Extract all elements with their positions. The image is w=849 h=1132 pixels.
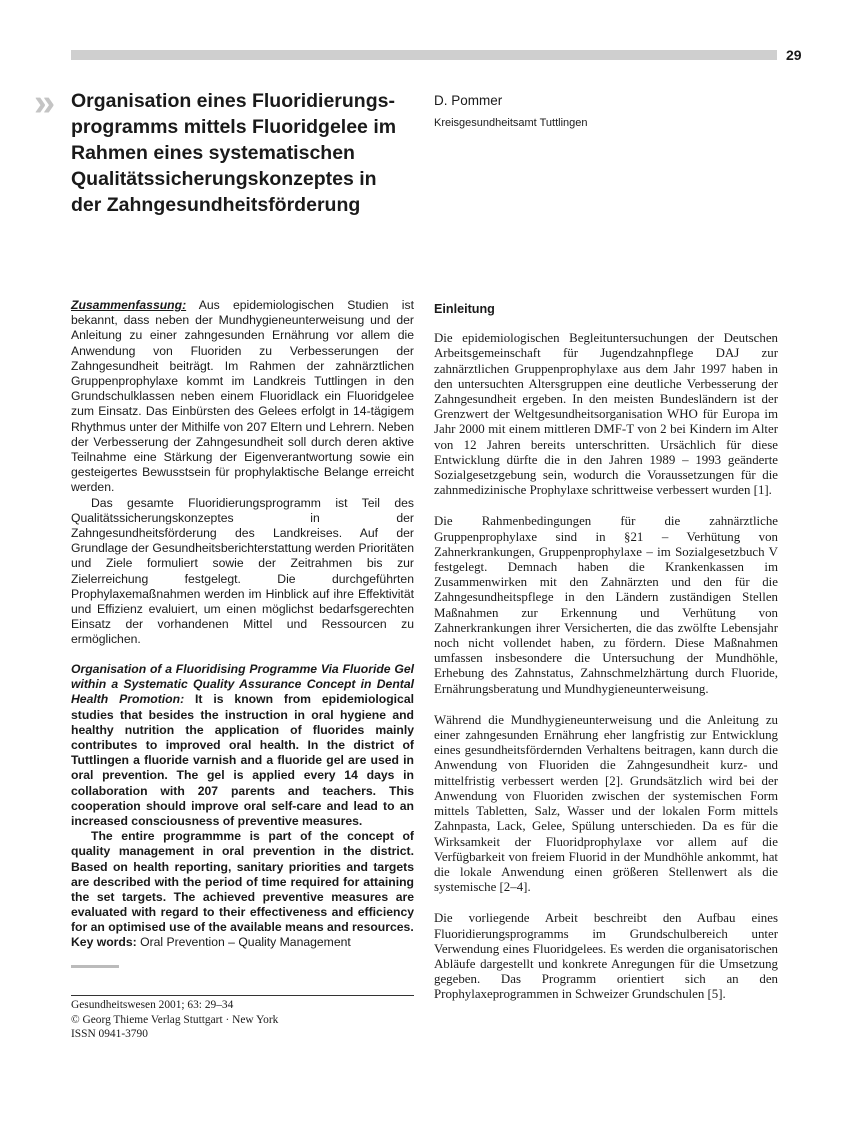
title-line: der Zahngesundheitsförderung (71, 194, 361, 216)
abstract-en-paragraph-2: The entire programmme is part of the concept of quality management in oral prevention in the district. Based on health reporting, sanitary priorities and targets are described with the period of time required for attaining the set targets. The achieved preventive measures are evaluated with regard to their effectiveness and efficiency for an optimised use of the available means and resources. (71, 829, 414, 935)
title-line: Rahmen eines systematischen (71, 142, 355, 164)
title-line: Organisation eines Fluoridierungs- (71, 90, 395, 112)
body-paragraph-1: Die epidemiologischen Begleituntersuchungen der Deutschen Arbeitsgemeinschaft für Jugendzahnpflege DAJ zur zahnärztlichen Gruppenprophylaxe aus dem Jahr 1997 haben in den untersuchten Altersgruppen eine deutliche Verbesserung der Zahngesundheit ergeben. In den meisten Bundesländern ist der Grenzwert der Weltgesundheitsorganisation WHO für Europa im Jahr 2000 mit einem mittleren DMF-T von 2 bei Kindern im Alter von 12 Jahren bereits unterschritten. Ursächlich für diese Entwicklung dürfte die in den Jahren 1989 – 1993 geänderte Sozialgesetzgebung sein, wodurch die Voraussetzungen für die zahnmedizinische Prophylaxe schrittweise verbessert wurden [1]. (434, 331, 778, 498)
keywords-line (71, 935, 414, 950)
author-affiliation: Kreisgesundheitsamt Tuttlingen (434, 117, 588, 129)
footer-issn: ISSN 0941-3790 (71, 1028, 148, 1041)
quote-mark-icon: » (34, 82, 53, 124)
abstract-de-paragraph-2: Das gesamte Fluoridierungsprogramm ist Teil des Qualitätssicherungskonzeptes in der Zahngesundheitsförderung des Landkreises. Auf der Grundlage der Gesundheitsberichterstattung werden Prioritäten und Ziele formuliert sowie der Zeitrahmen bis zur Zielerreichung festgelegt. Die durchgeführten Prophylaxemaßnahmen werden im Hinblick auf ihre Effektivität und Effizienz evaluiert, um einen möglichst bedarfsgerechten Einsatz der vorhandenen Mittel und Ressourcen zu ermöglichen. (71, 495, 414, 647)
keywords (71, 935, 414, 950)
section-divider (71, 965, 119, 968)
body-column (434, 302, 778, 1003)
article-title (71, 88, 431, 218)
page-number: 29 (786, 47, 802, 63)
abstract-de-text-1: Aus epidemiologischen Studien ist bekannt, dass neben der Mundhygieneunterweisung und der Anleitung zu einer zahngesunden Ernährung vor allem die Anwendung von Fluoriden zu Verbesserungen der Zahngesundheit beiträgt. Im Rahmen der zahnärztlichen Gruppenprophylaxe kommt im Landkreis Tuttlingen in den Grundschulklassen neben einem Fluoridlack ein Fluoridgelee zum Einsatz. Das Einbürsten des Gelees erfolgt in 14-tägigem Rhythmus unter der Mithilfe von 207 Eltern und Lehrern. Neben der Verbesserung der Zahngesundheit soll durch deren aktive Teilnahme eine Stärkung der Eigenverantwortung sowie ein gesteigertes Bewusstsein für prophylaktische Belange erreicht werden. (71, 298, 414, 495)
body-paragraph-2: Die Rahmenbedingungen für die zahnärztliche Gruppenprophylaxe sind in §21 – Verhütung von Zahnerkrankungen, Gruppenprophylaxe – im Sozialgesetzbuch V festgelegt. Demnach haben die Krankenkassen im Zusammenwirken mit den Zahnärzten und den für die Zahngesundheitspflege in den Ländern zuständigen Stellen Maßnahmen zur Erkennung und Verhütung von Zahnerkrankungen ihrer Versicherten, die das zwölfte Lebensjahr noch nicht vollendet haben, zu fördern. Diese Maßnahmen umfassen insbesondere die Untersuchung der Mundhöhle, Erhebung des Zahnstatus, Zahnschmelzhärtung durch Fluoride, Ernährungsberatung und Mundhygieneunterweisung. (434, 514, 778, 696)
footer-journal: Gesundheitswesen 2001; 63: 29–34 (71, 999, 234, 1011)
section-heading: Einleitung (434, 302, 495, 316)
abstract-en-text-1: It is known from epidemiological studies that besides the instruction in oral hygiene and healthy nutrition the application of fluorides mainly contributes to improved oral health. In the district of Tuttlingen a fluoride varnish and a fluoride gel are used in oral prevention. The gel is applied every 14 days in collaboration with 207 parents and teachers. This cooperation should improve oral self-care and lead to an increased consciousness of preventive measures. (71, 692, 414, 829)
abstract-de-label: Zusammenfassung: (71, 298, 187, 312)
keywords-text: Oral Prevention – Quality Management (136, 935, 351, 949)
header-rule (71, 50, 777, 60)
author-name: D. Pommer (434, 93, 503, 108)
footer-rule (71, 995, 414, 996)
title-line: programms mittels Fluoridgelee im (71, 116, 397, 138)
keywords-label: Key words: (71, 935, 137, 949)
abstract-column (71, 298, 414, 648)
body-paragraph-3: Während die Mundhygieneunterweisung und die Anleitung zu einer zahngesunden Ernährung eher langfristig zur Entwicklung eines gesundheitsfördernden Verhaltens beitragen, kann durch die Anwendung von Fluoriden die Zahngesundheit kurz- und mittelfristig verbessert werden [2]. Grundsätzlich wird bei der Anwendung von Fluoriden zwischen der systemischen Form mittels Tabletten, Salz, Wasser und der lokalen Form mittels Zahnpasta, Lack, Gelee, Spülung unterschieden. Da es für die Wirksamkeit der Fluoridprophylaxe vor allem auf die Verfügbarkeit von freiem Fluorid in der Mundhöhle ankommt, hat die lokale Anwendung einen größeren Stellenwert als die systemische [2–4]. (434, 712, 778, 895)
abstract-en-label: Organisation of a Fluoridising Programme Via Fluoride Gel within a Systematic Quality Assurance Concept in Dental Health Promotion: (71, 662, 414, 707)
citation-footer (71, 998, 414, 1042)
abstract-en-paragraph-1 (71, 662, 414, 829)
footer-publisher: © Georg Thieme Verlag Stuttgart · New York (71, 1013, 279, 1026)
abstract-en-column (71, 662, 414, 936)
title-line: Qualitätssicherungskonzeptes in (71, 168, 377, 190)
body-paragraph-4: Die vorliegende Arbeit beschreibt den Aufbau eines Fluoridierungsprogramms im Grundschulbereich unter Verwendung eines Fluoridgelees. Es werden die organisatorischen Abläufe dargestellt und konkrete Anregungen für die Umsetzung gegeben. Das Programm orientiert sich an den Prophylaxeprogrammen in Schweizer Grundschulen [5]. (434, 911, 778, 1002)
abstract-de-paragraph-1 (71, 298, 414, 496)
